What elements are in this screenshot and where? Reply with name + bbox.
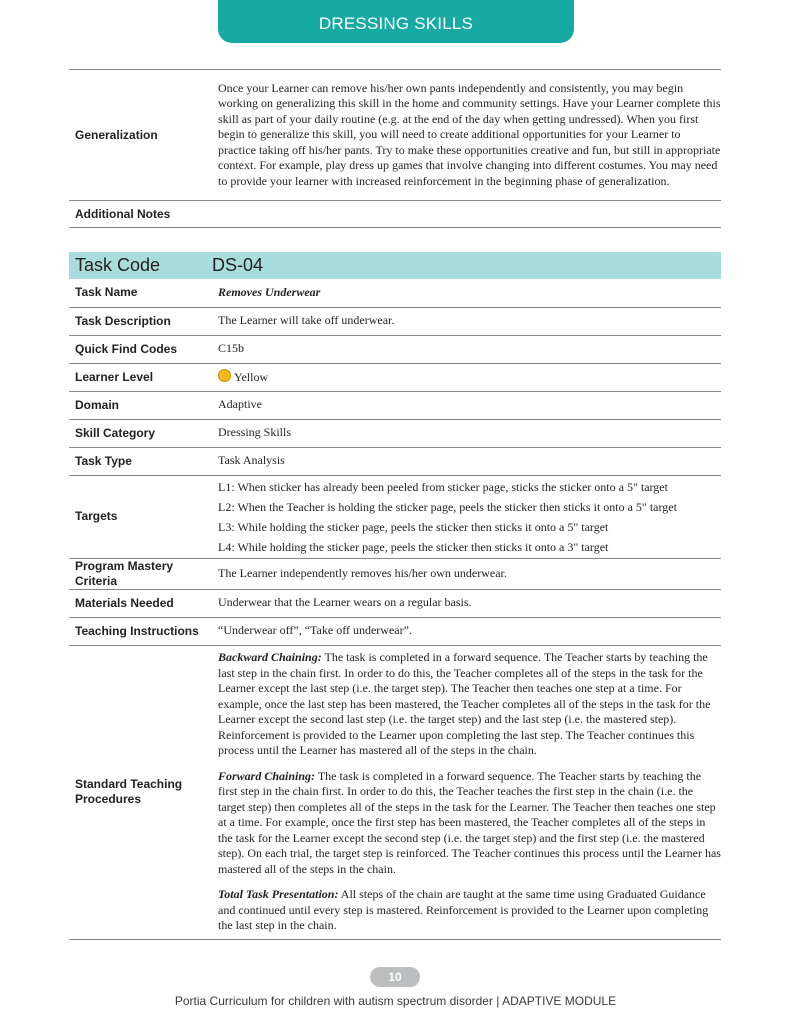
- targets-label: Targets: [69, 475, 218, 558]
- domain-value: Adaptive: [218, 391, 721, 419]
- quick-find-label: Quick Find Codes: [69, 335, 218, 363]
- procedure-paragraph: [218, 887, 721, 934]
- procedure-text: The task is completed in a forward sequence. The Teacher starts by teaching the last step in the chain first. In order to do this, the Teacher completes all of the steps in the task for the Learner except the last step (i.e. the target step). The Teacher then teaches one step at a time. For example, once the last step has been mastered, the Teacher completes all of the steps in the task for the Learner except the second last step (i.e. the target step) and the last step (i.e. the mastered step). Reinforcement is provided to the Learner upon completing the last step. The Teacher continues this process until the Learner has mastered all of the steps in the chain.: [218, 650, 711, 758]
- section-header-tab: [218, 0, 574, 43]
- task-code-bar: [69, 252, 721, 279]
- procedure-text: The task is completed in a forward sequence. The Teacher starts by teaching the first step in the chain first. In order to do this, the Teacher teaches the first step in the chain (i.e. the target step) then completes all of the steps in the task for the Learner. The Teacher then teaches one step at a time. For example, once the first step has been mastered, the Teacher completes all of the steps in the task for the Learner except the second step (i.e. the target step) and the first step (i.e. the mastered step). On each trial, the target step is reinforced. The Teacher continues this process until the Learner has mastered all of the steps in the chain.: [218, 768, 721, 876]
- yellow-level-dot-icon: [218, 369, 231, 382]
- table-row: [69, 70, 721, 201]
- footer-text: Portia Curriculum for children with autism spectrum disorder | ADAPTIVE MODULE: [174, 994, 617, 1008]
- table-row: [69, 307, 721, 335]
- task-name-label: Task Name: [69, 279, 218, 307]
- mastery-criteria-label: Program Mastery Criteria: [69, 558, 218, 589]
- learner-level-label: Learner Level: [69, 363, 218, 391]
- materials-label: Materials Needed: [69, 589, 218, 617]
- table-row: [69, 419, 721, 447]
- generalization-table: [69, 69, 721, 228]
- table-row: [69, 645, 721, 939]
- targets-list: [218, 475, 721, 558]
- additional-notes-label: Additional Notes: [69, 201, 218, 228]
- procedure-title: Backward Chaining:: [218, 650, 322, 665]
- task-type-label: Task Type: [69, 447, 218, 475]
- section-title: DRESSING SKILLS: [318, 14, 474, 33]
- page-number-badge: [370, 967, 420, 987]
- skill-category-label: Skill Category: [69, 419, 218, 447]
- task-description-label: Task Description: [69, 307, 218, 335]
- quick-find-value: C15b: [218, 335, 721, 363]
- procedure-paragraph: [218, 650, 721, 759]
- generalization-label: Generalization: [69, 70, 218, 201]
- mastery-criteria-value: The Learner independently removes his/her own underwear.: [218, 558, 721, 589]
- target-item: L1: When sticker has already been peeled from sticker page, sticks the sticker onto a 5" target: [218, 479, 668, 494]
- skill-category-value: Dressing Skills: [218, 419, 721, 447]
- task-code-label: Task Code: [75, 255, 161, 275]
- procedure-title: Total Task Presentation:: [218, 887, 339, 902]
- table-row: [69, 558, 721, 589]
- table-row: [69, 447, 721, 475]
- materials-value: Underwear that the Learner wears on a regular basis.: [218, 589, 721, 617]
- target-item: L3: While holding the sticker page, peels the sticker then sticks it onto a 5" target: [218, 519, 609, 534]
- procedures-label: Standard Teaching Procedures: [69, 645, 218, 939]
- procedure-title: Forward Chaining:: [218, 768, 316, 783]
- learner-level-value: Yellow: [234, 369, 269, 384]
- table-row: [69, 335, 721, 363]
- table-row: [69, 363, 721, 391]
- table-row: [69, 617, 721, 645]
- task-table: [69, 279, 721, 940]
- task-type-value: Task Analysis: [218, 447, 721, 475]
- page-number: 10: [388, 970, 402, 984]
- table-row: [69, 589, 721, 617]
- task-name-value: Removes Underwear: [218, 285, 321, 299]
- procedures-content: [218, 645, 721, 939]
- task-description-value: The Learner will take off underwear.: [218, 307, 721, 335]
- domain-label: Domain: [69, 391, 218, 419]
- teaching-instructions-label: Teaching Instructions: [69, 617, 218, 645]
- target-item: L4: While holding the sticker page, peels the sticker then sticks it onto a 3" target: [218, 539, 609, 554]
- table-row: [69, 391, 721, 419]
- procedure-text: All steps of the chain are taught at the same time using Graduated Guidance and continued until every step is mastered. Reinforcement is provided to the Learner upon completing the last step in the chain.: [218, 887, 709, 933]
- task-code-value: DS-04: [212, 255, 264, 275]
- procedure-paragraph: [218, 769, 721, 878]
- table-row: [69, 475, 721, 558]
- target-item: L2: When the Teacher is holding the sticker page, peels the sticker then sticks it onto a 5" target: [218, 499, 677, 514]
- additional-notes-value: [218, 201, 721, 228]
- teaching-instructions-value: “Underwear off”, “Take off underwear”.: [218, 617, 721, 645]
- table-row: [69, 279, 721, 307]
- table-row: [69, 201, 721, 228]
- generalization-value: Once your Learner can remove his/her own pants independently and consistently, you may begin working on generalizing this skill in the home and community settings. Have your Learner complete this skill as part of your daily routine (e.g. at the end of the day when getting undressed). When you first begin to generalize this skill, you will need to create additional opportunities for your Learner to practice taking off his/her pants. Try to make these opportunities creative and fun, but still in appropriate context. For example, play dress up games that involve changing into different costumes. You may need to provide your learner with increased reinforcement in the beginning phase of generalization.: [218, 70, 721, 201]
